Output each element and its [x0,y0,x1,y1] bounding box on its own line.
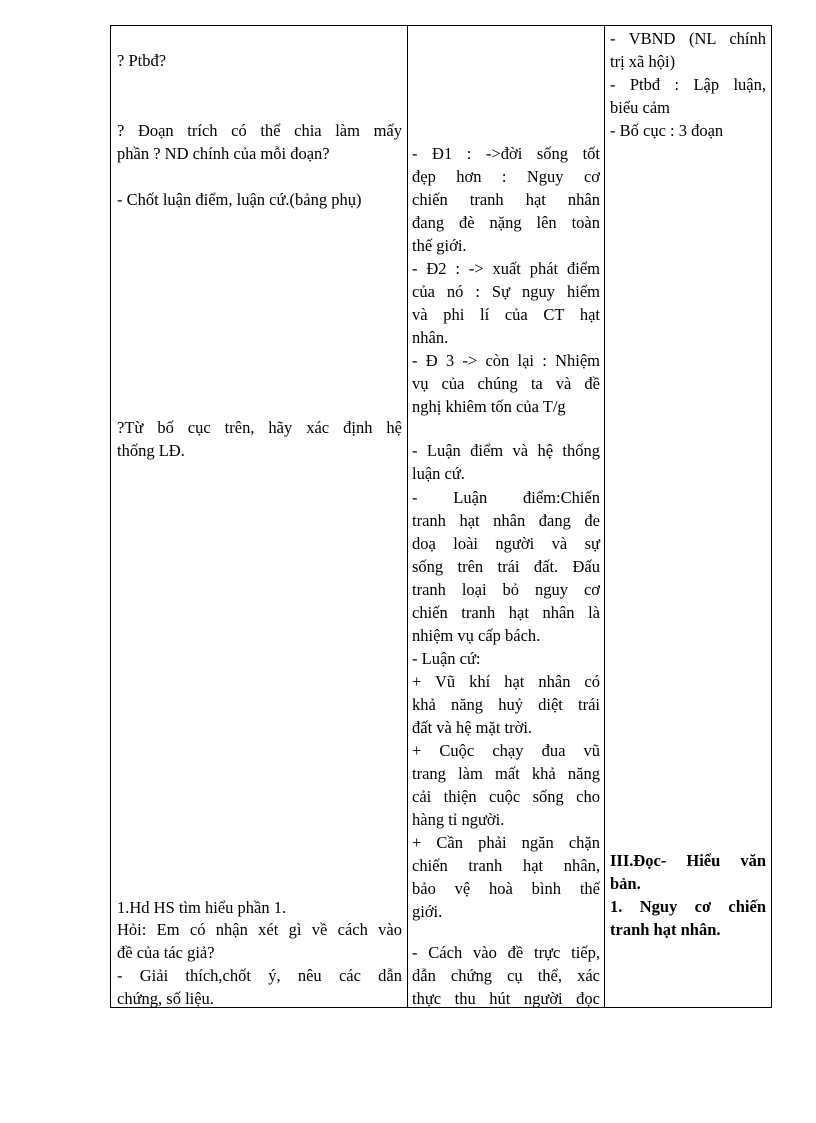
section-d3: - Đ 3 -> còn lại : Nhiệm vụ của chúng ta và đề nghị khiêm tốn của T/g [412,351,600,416]
section-d1: - Đ1 : ->đời sống tốt đẹp hơn : Nguy cơ chiến tranh hạt nhân đang đè nặng lên toàn thế giới. [412,144,600,255]
guide-part-1: 1.Hd HS tìm hiểu phần 1. [117,898,287,917]
evidence-3: + Cần phải ngăn chặn chiến tranh hạt nhân, bảo vệ hoà bình thế giới. [412,833,600,921]
introduction-analysis: - Cách vào đề trực tiếp, dẫn chứng cụ thể, xác thực thu hút người đọc [412,943,600,1007]
main-argument: - Luận điểm:Chiến tranh hạt nhân đang đe doạ loài người và sự sống trên trái đất. Đấu tranh loại bỏ nguy cơ chiến tranh hạt nhân là nhiệm vụ cấp bách. [412,488,600,645]
structure-summary: - Bố cục : 3 đoạn [610,121,724,140]
question-structure: ? Đoạn trích có thể chia làm mấy phần ? ND chính của mỗi đoạn? [117,121,402,163]
argument-heading: - Luận điểm và hệ thống luận cứ. [412,441,600,483]
question-introduction: Hỏi: Em có nhận xét gì về cách vào đề của tác giả? [117,920,402,962]
question-ptbd: ? Ptbđ? [117,51,167,70]
subheading-1: 1. Nguy cơ chiến tranh hạt nhân. [610,897,766,939]
lesson-table [110,25,772,1008]
text-type: - VBND (NL chính trị xã hội) [610,29,766,71]
evidence-2: + Cuộc chạy đua vũ trang làm mất khả năng cải thiện cuộc sống cho hàng tỉ người. [412,741,600,829]
conclusion-note: - Chốt luận điểm, luận cứ.(bảng phụ) [117,190,362,209]
evidence-1: + Vũ khí hạt nhân có khả năng huỷ diệt trái đất và hệ mặt trời. [412,672,600,737]
question-argument-system: ?Từ bố cục trên, hãy xác định hệ thống LĐ. [117,418,402,460]
expression-mode: - Ptbđ : Lập luận, biểu cảm [610,75,766,117]
content-column [605,26,771,1007]
evidence-heading: - Luận cứ: [412,649,481,668]
section-d2: - Đ2 : -> xuất phát điểm của nó : Sự nguy hiểm và phi lí của CT hạt nhân. [412,259,600,347]
teacher-activity-column [111,26,408,1007]
explanation-note: - Giải thích,chốt ý, nêu các dẫn chứng, số liệu. [117,966,402,1007]
section-heading-iii: III.Đọc- Hiểu văn bản. [610,851,766,893]
student-activity-column [408,26,605,1007]
